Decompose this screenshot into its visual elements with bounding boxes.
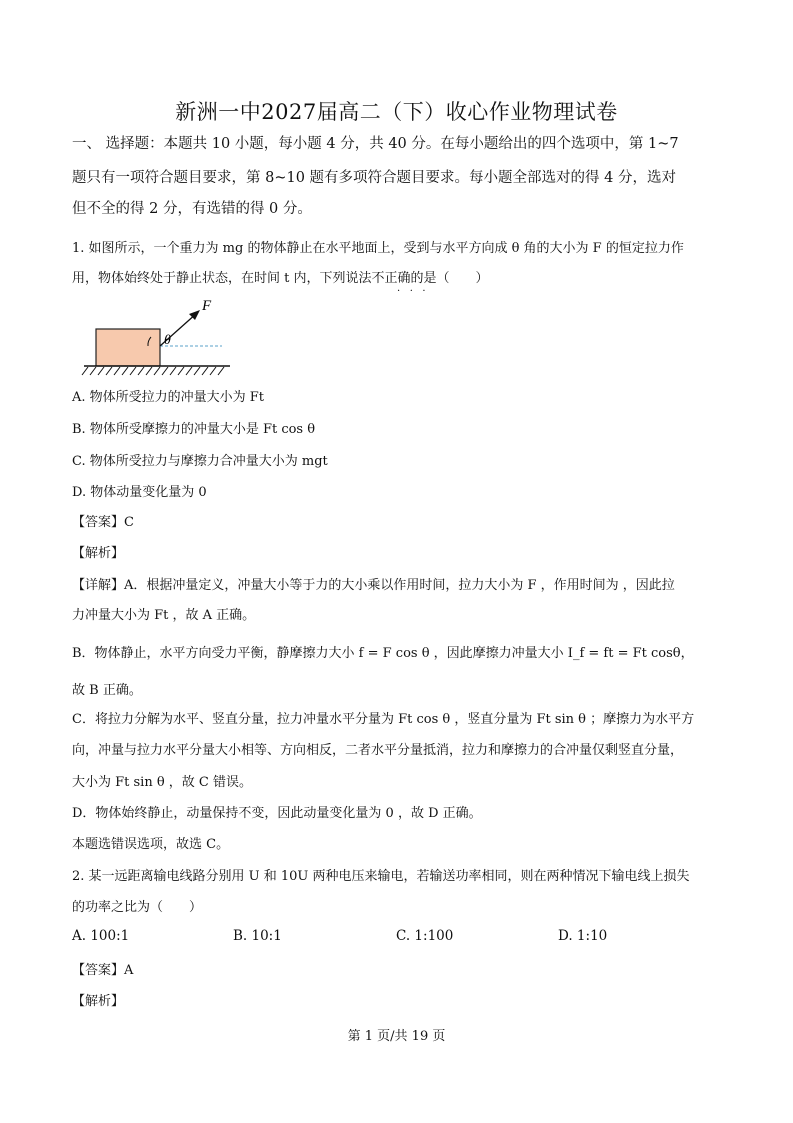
q2-option-a: A. 100:1 <box>72 928 130 944</box>
q2-option-c: C. 1:100 <box>396 928 454 944</box>
emphasis-dots: · · · <box>397 286 426 297</box>
q1-detail-line-1: 【详解】A．根据冲量定义，冲量大小等于力的大小乘以作用时间，拉力大小为 F ，作用时间为 ，因此拉 <box>72 578 675 593</box>
q2-stem-line-2: 的功率之比为（ ） <box>72 900 203 915</box>
block <box>96 329 160 366</box>
q2-answer: 【答案】A <box>72 963 134 978</box>
section-header-line-2: 题只有一项符合题目要求，第 8~10 题有多项符合题目要求。每小题全部选对的得 4 分，选对 <box>72 170 676 186</box>
q1-option-c: C. 物体所受拉力与摩擦力合冲量大小为 mgt <box>72 454 328 469</box>
q2-analysis-label: 【解析】 <box>72 994 125 1009</box>
q1-figure <box>72 296 242 378</box>
q1-detail-line-4: 故 B 正确。 <box>72 683 142 698</box>
q1-stem-line-1: 1. 如图所示，一个重力为 mg 的物体静止在水平地面上，受到与水平方向成 θ 角的大小为 F 的恒定拉力作 <box>72 241 684 256</box>
q2-option-b: B. 10:1 <box>233 928 282 944</box>
q1-option-b: B. 物体所受摩擦力的冲量大小是 Ft cos θ <box>72 422 316 437</box>
q2-stem-line-1: 2. 某一远距离输电线路分别用 U 和 10U 两种电压来输电，若输送功率相同，则在两种情况下输电线上损失 <box>72 869 690 884</box>
q2-option-d: D. 1:10 <box>558 928 608 944</box>
q1-stem-line-2: 用，物体始终处于静止状态，在时间 t 内，下列说法不正确的是（ ） <box>72 271 489 286</box>
q1-detail-line-8: D．物体始终静止，动量保持不变，因此动量变化量为 0 ，故 D 正确。 <box>72 806 482 821</box>
q1-analysis-label: 【解析】 <box>72 546 125 561</box>
q1-detail-line-9: 本题选错误选项，故选 C。 <box>72 837 230 852</box>
q1-option-d: D. 物体动量变化量为 0 <box>72 485 207 500</box>
q1-detail-line-5: C．将拉力分解为水平、竖直分量，拉力冲量水平分量为 Ft cos θ ，竖直分量为 Ft sin θ ；摩擦力为水平方 <box>72 712 695 727</box>
q1-option-a: A. 物体所受拉力的冲量大小为 Ft <box>72 390 265 405</box>
q1-detail-line-3: B．物体静止，水平方向受力平衡，静摩擦力大小 f = F cos θ ，因此摩擦力冲量大小 I_f = ft = Ft cosθ， <box>72 646 694 661</box>
section-header-line-1: 一、 选择题：本题共 10 小题，每小题 4 分，共 40 分。在每小题给出的四个选项中，第 1~7 <box>72 136 679 152</box>
q1-answer: 【答案】C <box>72 515 134 530</box>
q1-detail-line-2: 力冲量大小为 Ft ，故 A 正确。 <box>72 608 256 623</box>
page-footer: 第 1 页/共 19 页 <box>347 1029 446 1044</box>
angle-label: θ <box>164 333 171 348</box>
ground-hatching <box>82 367 224 375</box>
page-title: 新洲一中2027届高二（下）收心作业物理试卷 <box>175 100 618 124</box>
section-header-line-3: 但不全的得 2 分，有选错的得 0 分。 <box>72 201 312 217</box>
q1-detail-line-6: 向，冲量与拉力水平分量大小相等、方向相反，二者水平分量抵消，拉力和摩擦力的合冲量仅剩竖直分量， <box>72 743 684 758</box>
force-label: F <box>202 298 212 314</box>
q1-detail-line-7: 大小为 Ft sin θ ，故 C 错误。 <box>72 775 253 790</box>
